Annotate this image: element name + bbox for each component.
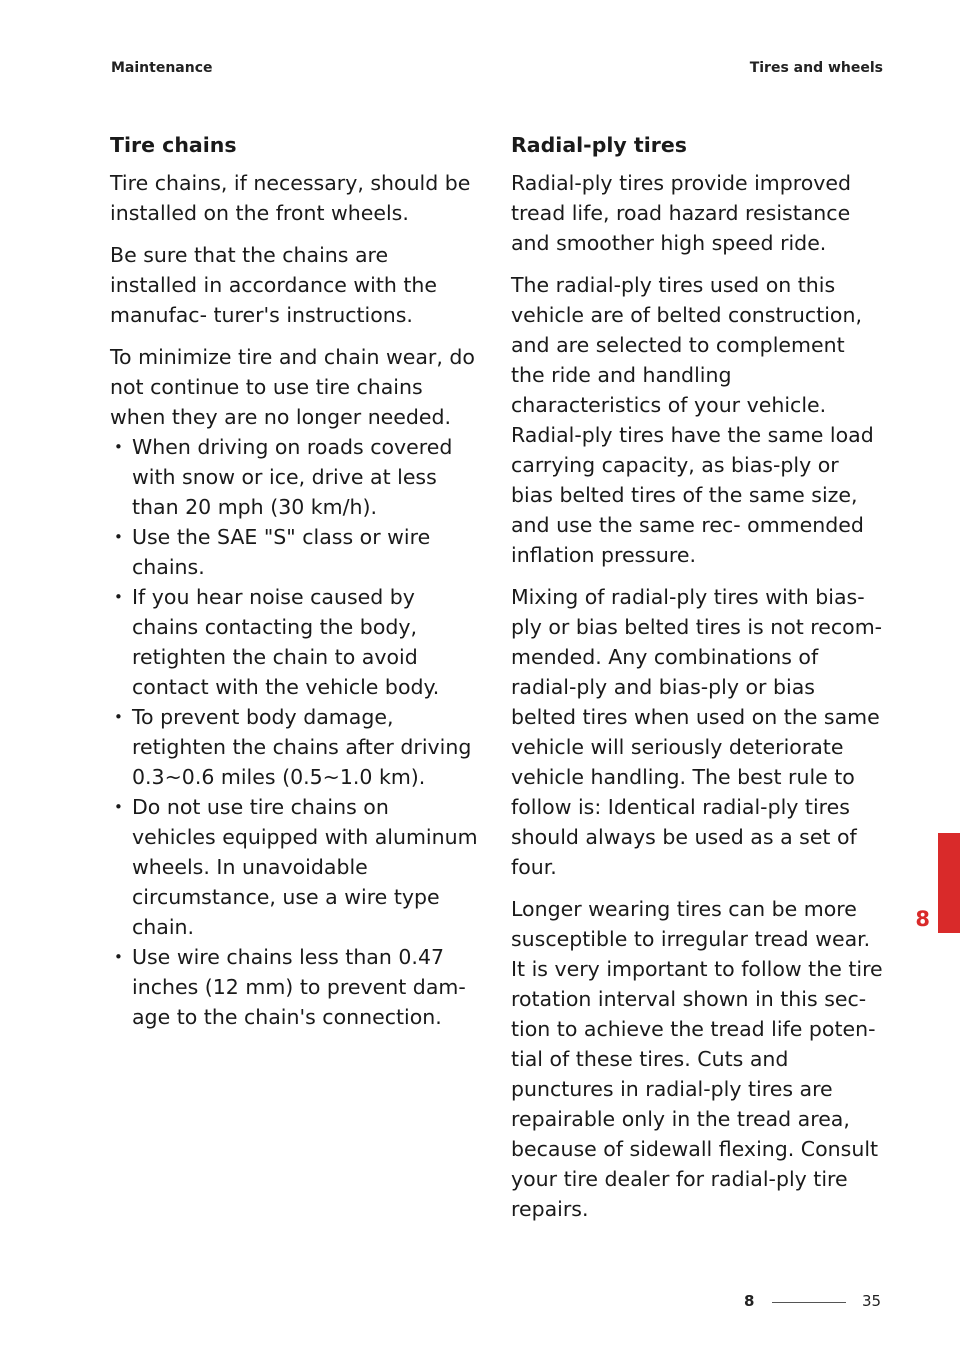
list-item: [110, 942, 478, 1032]
tire-chains-heading: Tire chains: [110, 133, 237, 157]
bullet-icon: •: [114, 798, 123, 816]
bullet-icon: •: [114, 948, 123, 966]
radial-ply-tires-heading: Radial-ply tires: [511, 133, 687, 157]
footer-divider: [772, 1302, 846, 1303]
footer-page-number: 35: [862, 1292, 882, 1310]
right-column: [511, 130, 883, 1236]
list-item: [110, 582, 478, 702]
list-item: [110, 702, 478, 792]
bullet-list: [110, 432, 478, 1032]
list-item-text: When driving on roads covered with snow or ice, drive at less than 20 mph (30 km/h).: [132, 435, 453, 519]
bullet-icon: •: [114, 528, 123, 546]
list-item: [110, 432, 478, 522]
running-header-topic: Tires and wheels: [749, 60, 883, 76]
paragraph: Tire chains, if necessary, should be installed on the front wheels.: [110, 171, 471, 225]
paragraph: Be sure that the chains are installed in accordance with the manufac- turer's instructions.: [110, 243, 438, 327]
chapter-tab-number: 8: [915, 907, 930, 931]
paragraph: Radial-ply tires provide improved tread life, road hazard resistance and smoother high speed ride.: [511, 171, 852, 255]
paragraph: To minimize tire and chain wear, do not continue to use tire chains when they are no longer needed.: [110, 345, 475, 429]
paragraph: Longer wearing tires can be more susceptible to irregular tread wear. It is very important to follow the tire rotation interval shown in this sec- tion to achieve the tread life poten- tial of these tires. Cuts and punctures in radial-ply tires are repairable only in the tread area, because of sidewall flexing. Consult your tire dealer for radial-ply tire repairs.: [511, 897, 883, 1221]
bullet-icon: •: [114, 438, 123, 456]
paragraph: Mixing of radial-ply tires with bias- ply or bias belted tires is not recom- mended. Any combinations of radial-ply and bias-ply or bias belted tires when used on the same vehicle will seriously deteriorate vehicle handling. The best rule to follow is: Identical radial-ply tires should always be used as a set of four.: [511, 585, 883, 879]
bullet-icon: •: [114, 588, 123, 606]
left-column: [110, 130, 478, 1032]
list-item-text: Do not use tire chains on vehicles equipped with aluminum wheels. In unavoidable circumstance, use a wire type chain.: [132, 795, 478, 939]
running-header-section: Maintenance: [111, 60, 213, 76]
list-item-text: Use the SAE "S" class or wire chains.: [132, 525, 431, 579]
list-item-text: Use wire chains less than 0.47 inches (12 mm) to prevent dam- age to the chain's connection.: [132, 945, 466, 1029]
list-item: [110, 522, 478, 582]
chapter-tab: [938, 833, 960, 933]
footer-chapter-number: 8: [744, 1292, 755, 1310]
list-item: [110, 792, 478, 942]
paragraph: The radial-ply tires used on this vehicle are of belted construction, and are selected to complement the ride and handling characteristics of your vehicle. Radial-ply tires have the same load carrying capacity, as bias-ply or bias belted tires of the same size, and use the same rec- ommended inflation pressure.: [511, 273, 874, 567]
bullet-icon: •: [114, 708, 123, 726]
list-item-text: To prevent body damage, retighten the chains after driving 0.3~0.6 miles (0.5~1.0 km).: [132, 705, 472, 789]
list-item-text: If you hear noise caused by chains contacting the body, retighten the chain to avoid contact with the vehicle body.: [132, 585, 440, 699]
